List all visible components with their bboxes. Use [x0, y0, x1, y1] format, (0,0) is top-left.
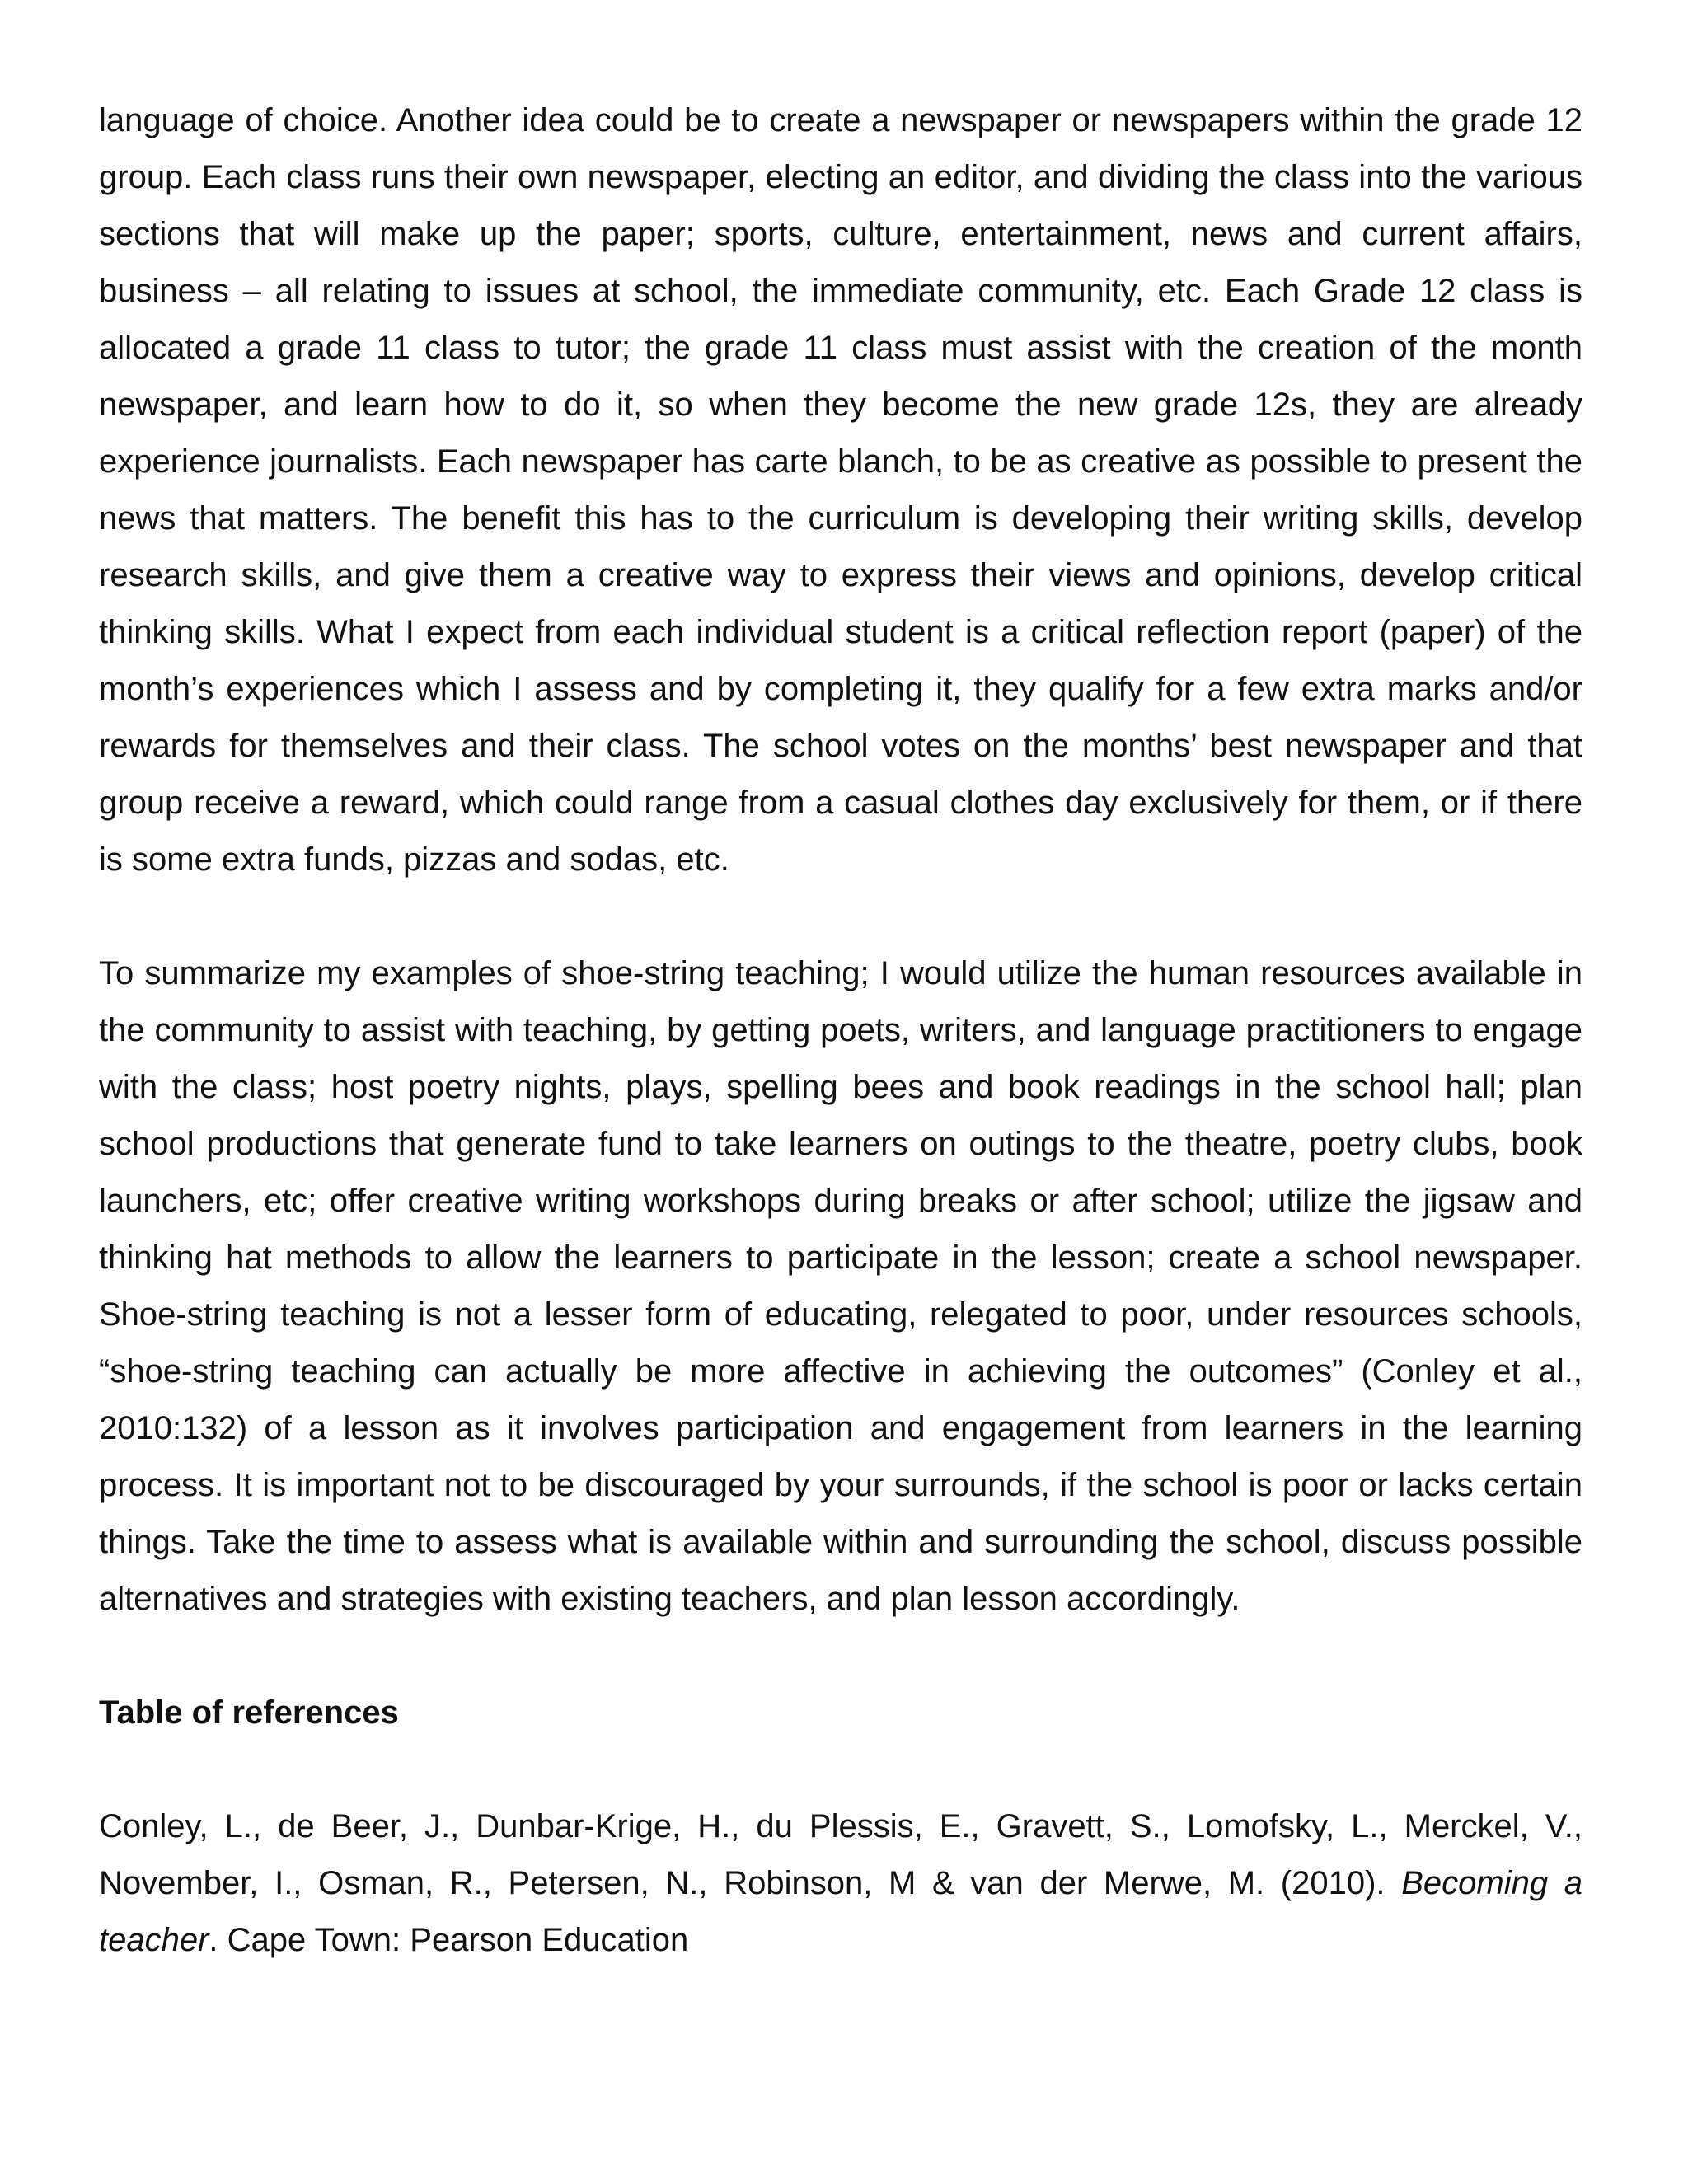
paragraph-spacer [99, 1741, 1582, 1798]
reference-publisher: . Cape Town: Pearson Education [209, 1922, 689, 1958]
reference-title: Becoming a teacher [99, 1865, 1582, 1958]
body-paragraph-2: To summarize my examples of shoe-string teaching; I would utilize the human resources available in the community to assist with teaching, by getting poets, writers, and language practitioners to engage with the class; host poetry nights, plays, spelling bees and book readings in the school hall; plan school productions that generate fund to take learners on outings to the theatre, poetry clubs, book launchers, etc; offer creative writing workshops during breaks or after school; utilize the jigsaw and thinking hat methods to allow the learners to participate in the lesson; create a school newspaper. Shoe-string teaching is not a lesser form of educating, relegated to poor, under resources schools, “shoe-string teaching can actually be more affective in achieving the outcomes” (Conley et al., 2010:132) of a lesson as it involves participation and engagement from learners in the learning process. It is important not to be discouraged by your surrounds, if the school is poor or lacks certain things. Take the time to assess what is available within and surrounding the school, discuss possible alternatives and strategies with existing teachers, and plan lesson accordingly. [99, 955, 1582, 1617]
paragraph-spacer [99, 1628, 1582, 1685]
reference-entry [99, 1798, 1582, 1969]
document-page [99, 92, 1582, 1969]
reference-authors: Conley, L., de Beer, J., Dunbar-Krige, H., du Plessis, E., Gravett, S., Lomofsky, L., Merckel, V., November, I., Osman, R., Petersen, N., Robinson, M & van der Merwe, M. (2010). [99, 1808, 1582, 1901]
references-heading: Table of references [99, 1694, 399, 1731]
paragraph-spacer [99, 888, 1582, 945]
body-paragraph-1: language of choice. Another idea could be to create a newspaper or newspapers within the grade 12 group. Each class runs their own newspaper, electing an editor, and dividing the class into the various sections that will make up the paper; sports, culture, entertainment, news and current affairs, business – all relating to issues at school, the immediate community, etc. Each Grade 12 class is allocated a grade 11 class to tutor; the grade 11 class must assist with the creation of the month newspaper, and learn how to do it, so when they become the new grade 12s, they are already experience journalists. Each newspaper has carte blanch, to be as creative as possible to present the news that matters. The benefit this has to the curriculum is developing their writing skills, develop research skills, and give them a creative way to express their views and opinions, develop critical thinking skills. What I expect from each individual student is a critical reflection report (paper) of the month’s experiences which I assess and by completing it, they qualify for a few extra marks and/or rewards for themselves and their class. The school votes on the months’ best newspaper and that group receive a reward, which could range from a casual clothes day exclusively for them, or if there is some extra funds, pizzas and sodas, etc. [99, 102, 1582, 878]
